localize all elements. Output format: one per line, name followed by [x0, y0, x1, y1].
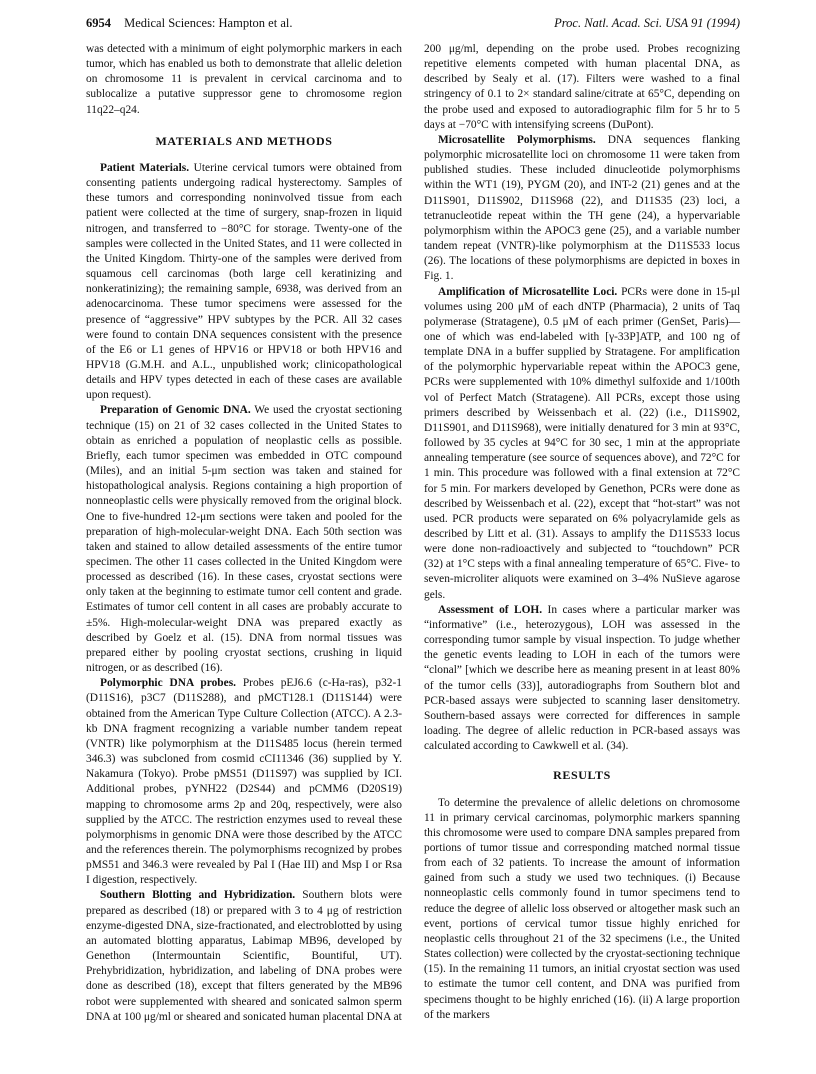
results-heading: RESULTS	[553, 768, 611, 783]
patient-materials-text: Uterine cervical tumors were obtained from consenting patients undergoing radical hysterectomy. Samples of these tumors and corresponding noninvolved tissue from each patient were collected at the time of surgery, snap-frozen in liquid nitrogen, and transferred to −80°C for storage. Twenty-one of the samples were collected in the United States, and 11 were collected in the United Kingdom. Thirty-one of the samples were derived from squamous cell carcinomas (both large cell keratinizing and nonkeratinizing); the remaining sample, 6938, was derived from an adenocarcinoma. These tumor specimens were assessed for the presence of “aggressive” HPV subtypes by the PCR. All 32 cases were found to contain DNA sequences consistent with the presence of the E6 or L1 genes of HPV16 or HPV18 or both HPV16 and HPV18 (G.M.H. and A.L., unpublished work; clinicopathological details and HPV types detected in each of these cases are available upon request).	[86, 161, 402, 402]
page-number: 6954	[86, 16, 111, 30]
results-paragraph: To determine the prevalence of allelic deletions on chromosome 11 in primary cervical carcinomas, polymorphic markers spanning this chromosome were used to compare DNA samples prepared from portions of tumor tissue and corresponding matched normal tissue from each of 32 patients. To increase the amount of information gained from such a study we used two techniques. (i) Because nonneoplastic cells commonly found in tumor specimens tend to reduce the degree of allelic loss observed or altogether mask such an event, portions of cervical tumor tissue highly enriched for neoplastic cells throughout 21 of the 32 specimens (i.e., the United States collection) were collected by the cryostat-sectioning technique (15). In the remaining 11 tumors, an initial cryostat section was used to estimate the tumor cell content, and DNA was purified from specimens thought to be highly enriched (16). (ii) A large proportion of the markers	[424, 796, 740, 1021]
loh-head: Assessment of LOH.	[438, 603, 543, 616]
southern-paragraph	[86, 888, 402, 1024]
header-left	[86, 16, 292, 31]
microsatellite-text: DNA sequences flanking polymorphic microsatellite loci on chromosome 11 were taken from published studies. These included dinucleotide polymorphisms within the WT1 (19), PYGM (20), and INT-2 (21) genes and at the D11S901, D11S902, D11S968 (22), and D11S35 (23) loci, a tetranucleotide repeat within the TH gene (24), a hypervariable polymorphism within the APOC3 gene (25), and a variable number tandem repeat (VNTR)-like polymorphism at the D11S533 locus (26). The locations of these polymorphisms are depicted in boxes in Fig. 1.	[424, 133, 740, 283]
loh-paragraph	[424, 603, 740, 755]
genomic-dna-paragraph	[86, 403, 402, 676]
genomic-dna-text: We used the cryostat sectioning technique (15) on 21 of 32 cases collected in the United States to obtain as enriched a population of neoplastic cells as possible. Briefly, each tumor specimen was embedded in OTC compound (Miles), and an initial 5-μm section was taken and stained for histopathological analysis. Regions containing a high proportion of nonneoplastic cells were physically removed from the original block. One to five-hundred 12-μm sections were taken and pooled for the preparation of high-molecular-weight DNA. Each 50th section was taken and stained to allow detailed assessments of the entire tumor specimen. The other 11 cases collected in the United Kingdom were processed as described (16). In these cases, cryostat sections were only taken at the beginning to estimate tumor cell content and grade. Estimates of tumor cell content in all cases are probably accurate to ±5%. High-molecular-weight DNA was prepared exactly as described by Goelz et al. (15). DNA from normal tissues was prepared either by pooling cryostat sections, crushing in liquid nitrogen, or as described (16).	[86, 404, 402, 675]
running-header	[86, 16, 740, 36]
section-author: Medical Sciences: Hampton et al.	[124, 16, 293, 30]
amplification-text: PCRs were done in 15-μl volumes using 200 μM of each dNTP (Pharmacia), 2 units of Taq polymerase (Stratagene), 0.5 μM of each primer (GenSet, Paris)—one of which was end-labeled with [γ-33P]ATP, and 100 ng of template DNA in a buffer supplied by Stratagene. For amplification of the polymorphic hypervariable repeat within the APOC3 gene, PCRs were supplemented with 10% dimethyl sulfoxide and 1/100th vol of Perfect Match (Stratagene). All PCRs, except those using primers described by Weissenbach et al. (22) (i.e., D11S902, D11S901, and D11S968), were initially denatured for 3 min at 93°C, followed by 35 cycles at 94°C for 30 sec, 1 min at the appropriate annealing temperature (see source of sequences above), and 72°C for 1 min. This procedure was followed with a final extension at 72°C for 5 min. For markers developed by Genethon, PCRs were done as described by Weissenbach et al. (22), except that “hot-start” was not used. PCR products were separated on 6% polyacrylamide gels as described by Litt et al. (31). Assays to amplify the D11S533 locus were done non-radioactively and subjected to “touchdown” PCR (32) at 1°C steps with a final annealing temperature of 65°C. Five- to seven-microliter aliquots were examined on 3–4% NuSieve agarose gels.	[424, 285, 740, 601]
dna-probes-paragraph	[86, 676, 402, 888]
patient-materials-head: Patient Materials.	[100, 161, 190, 174]
amplification-head: Amplification of Microsatellite Loci.	[438, 285, 618, 298]
southern-text: Southern blots were prepared as described (18) or prepared with 3 to 4 μg of restriction enzyme-digested DNA, size-fractionated, and electroblotted by using an automated blotting apparatus, Labimap MB96, developed by Genethon (Intermountain Scientific, Bountiful, UT). Prehybridization, hybridization, and labeling of DNA probes were done as described (18), except that filters generated by the MB96 robot were supplemented with sheared and sonicated salmon sperm DNA at 100 μg/ml or sheared and sonicated human placental DNA at	[86, 889, 402, 1023]
dna-probes-text: Probes pEJ6.6 (c-Ha-ras), p32-1 (D11S16), p3C7 (D11S288), and pMCT128.1 (D11S144) were obtained from the American Type Culture Collection (ATCC). A 2.3-kb DNA fragment recognizing a variable number tandem repeat (VNTR) like polymorphism at the D11S485 locus (herein termed 346.3) was subcloned from cosmid cCI11346 (36) supplied by Y. Nakamura (Tokyo). Probe pMS51 (D11S97) was supplied by ICI. Additional probes, pYNH22 (D2S44) and pCMM6 (D20S19) mapping to chromosome arms 2p and 20q, respectively, were also supplied by the ATCC. The restriction enzymes used to reveal these polymorphisms in genomic DNA were those described by the ATCC and the references therein. The polymorphisms recognized by probes pMS51 and 346.3 were revealed by Pal I (Hae III) and Msp I or Rsa I digestion, respectively.	[86, 677, 402, 887]
loh-text: In cases where a particular marker was “informative” (i.e., heterozygous), LOH was assessed in the corresponding tumor sample by visual inspection. To judge whether the genetic events leading to LOH in each of the tumors were “clonal” [which we describe here as meaning present in at least 80% of the tumor cells (33)], autoradiographs from Southern blot and PCR-based assays were subjected to scanning laser densitometry. Southern-based assays were corrected for differences in sample loading. The degree of allelic reduction in PCR-based assays was calculated according to Cawkwell et al. (34).	[424, 603, 740, 753]
microsatellite-head: Microsatellite Polymorphisms.	[438, 133, 596, 146]
journal-citation: Proc. Natl. Acad. Sci. USA 91 (1994)	[554, 16, 740, 30]
genomic-dna-head: Preparation of Genomic DNA.	[100, 404, 251, 417]
right-column	[424, 42, 740, 1023]
left-column	[86, 42, 402, 1025]
dna-probes-head: Polymorphic DNA probes.	[100, 677, 236, 690]
amplification-paragraph	[424, 285, 740, 603]
microsatellite-paragraph	[424, 133, 740, 285]
intro-continuation: was detected with a minimum of eight polymorphic markers in each tumor, which has enabled us both to demonstrate that allelic deletion on chromosome 11 is prevalent in cervical carcinoma and to sublocalize a putative suppressor gene to chromosome region 11q22–q24.	[86, 43, 402, 116]
patient-materials-paragraph	[86, 161, 402, 404]
methods-heading: MATERIALS AND METHODS	[155, 133, 333, 148]
southern-continuation: 200 μg/ml, depending on the probe used. Probes recognizing repetitive elements competed with human placental DNA, as described by Sealy et al. (17). Filters were washed to a final stringency of 0.1 to 2× standard saline/citrate at 65°C, depending on the probe used and exposed to autoradiographic film for 5 hr to 5 days at −70°C with intensifying screens (DuPont).	[424, 43, 740, 131]
southern-head: Southern Blotting and Hybridization.	[100, 889, 296, 902]
